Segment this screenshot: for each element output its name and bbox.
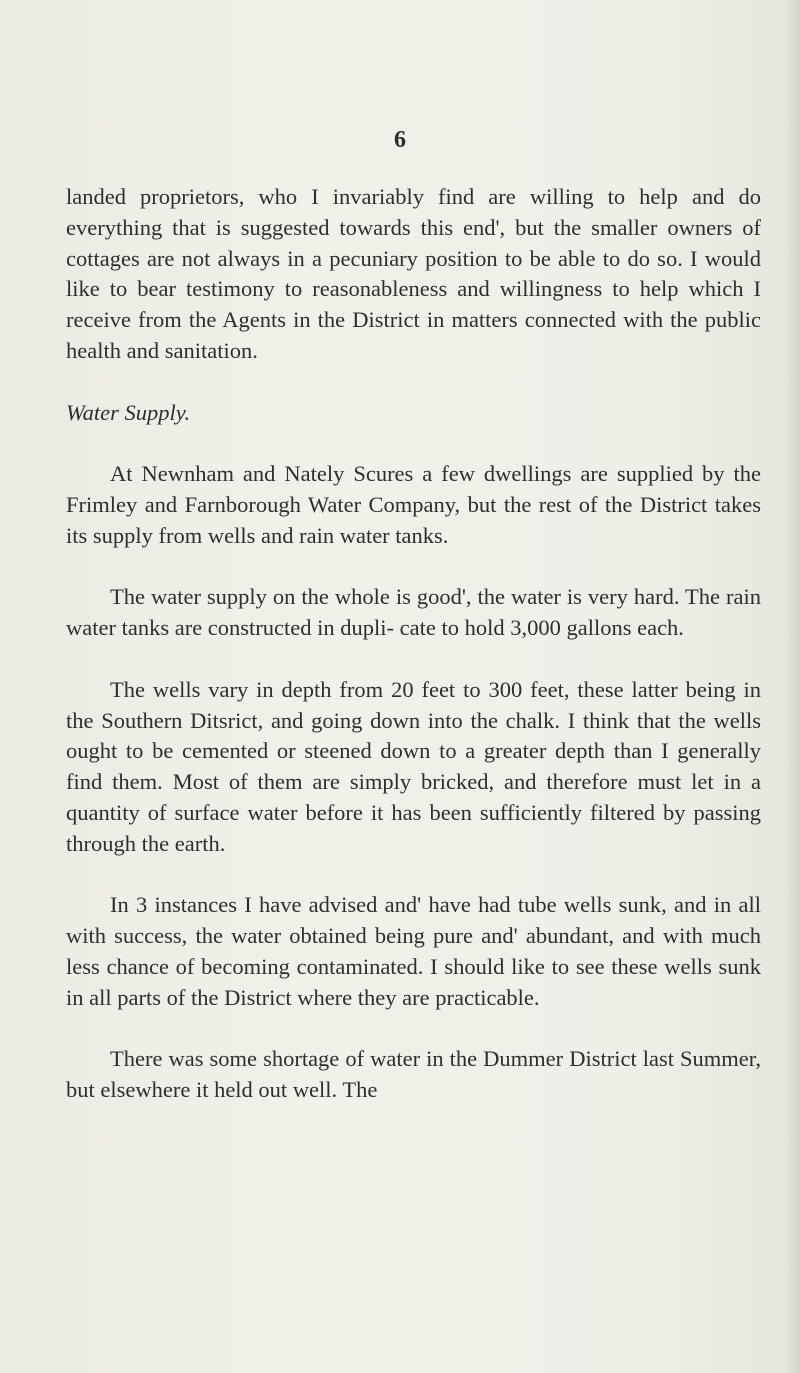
paragraph-landed-proprietors: landed proprietors, who I invariably find are willing to help and do everything that is suggested towards this end', but the smaller owners of cottages are not always in a pecuniary position to be able to do so. I would like to bear testimony to reasonableness and willingness to help which I receive from the Agents in the District in matters connected with the public health and sanitation. (66, 184, 761, 363)
page-number: 6 (394, 127, 406, 153)
paragraph-water-quality: The water supply on the whole is good', the water is very hard. The rain water tanks are constructed in dupli- cate to hold 3,000 gallons each. (66, 584, 761, 641)
page-body (66, 182, 761, 1106)
paragraph-tube-wells: In 3 instances I have advised and' have had tube wells sunk, and in all with success, the water obtained being pure and' abundant, and with much less chance of becoming contaminated. I should like to see these wells sunk in all parts of the District where they are practicable. (66, 892, 761, 1010)
page-edge-shadow (786, 0, 800, 1373)
paragraph-shortage: There was some shortage of water in the Dummer District last Summer, but elsewhere it held out well. The (66, 1046, 761, 1103)
paragraph-newnham-nately: At Newnham and Nately Scures a few dwellings are supplied by the Frimley and Farnborough Water Company, but the rest of the District takes its supply from wells and rain water tanks. (66, 461, 761, 548)
section-heading-water-supply: Water Supply. (66, 399, 191, 425)
paragraph-wells-depth: The wells vary in depth from 20 feet to 300 feet, these latter being in the Southern Ditsrict, and going down into the chalk. I think that the wells ought to be cemented or steened down to a greater depth than I generally find them. Most of them are simply bricked, and therefore must let in a quantity of surface water before it has been sufficiently filtered by passing through the earth. (66, 676, 761, 856)
